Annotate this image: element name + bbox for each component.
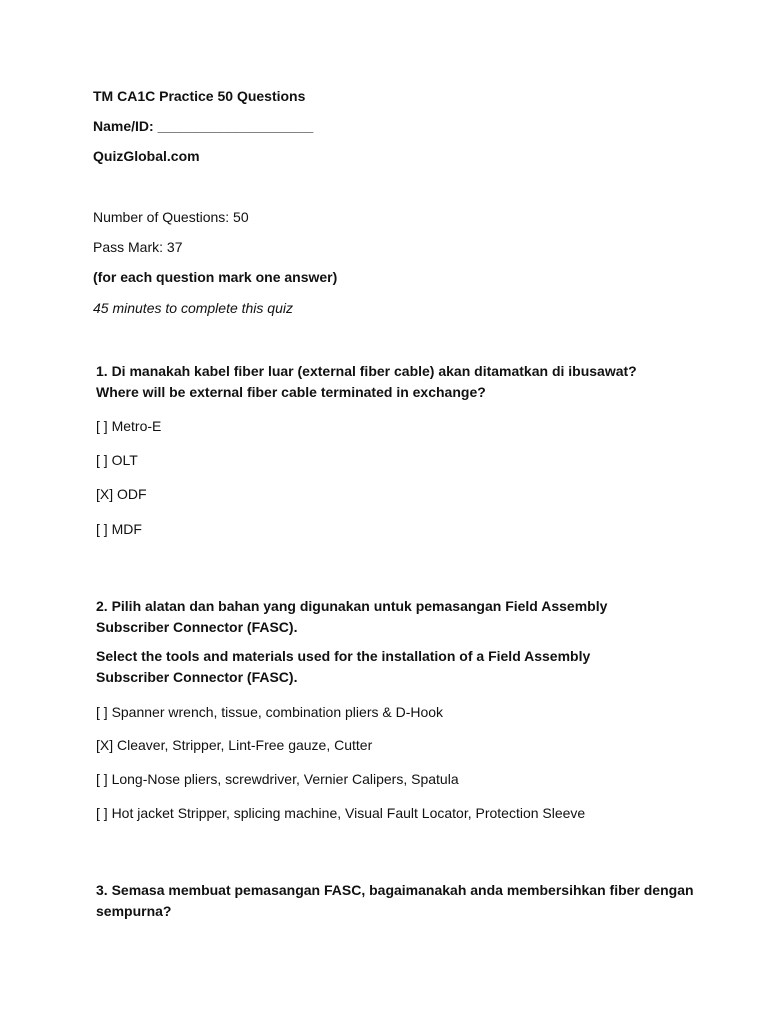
question-1-text-en: Where will be external fiber cable terminated in exchange? [96,384,486,400]
option-label: MDF [111,521,142,537]
checkbox-mark: [ ] [96,521,108,537]
checkbox-mark: [ ] [96,418,108,434]
question-1-text-ms: 1. Di manakah kabel fiber luar (external fiber cable) akan ditamatkan di ibusawat? [96,363,637,379]
question-2-option-1[interactable] [96,702,443,722]
site-name: QuizGlobal.com [93,148,200,164]
question-2-option-2[interactable] [96,735,372,755]
checkbox-mark: [ ] [96,704,108,720]
question-1-option-3[interactable] [96,484,147,504]
option-label: OLT [111,452,138,468]
question-1-option-2[interactable] [96,450,138,470]
checkbox-mark: [ ] [96,771,108,787]
question-2-option-4[interactable] [96,803,585,823]
checkbox-mark: [ ] [96,452,108,468]
question-2-text-en: Select the tools and materials used for the installation of a Field Assembly Subscriber Connector (FASC). [96,648,591,685]
number-of-questions: Number of Questions: 50 [93,209,249,225]
checkbox-mark: [X] [96,737,114,753]
question-2-option-3[interactable] [96,769,459,789]
option-label: Metro-E [111,418,162,434]
option-label: Spanner wrench, tissue, combination pliers & D-Hook [111,704,444,720]
checkbox-mark: [ ] [96,805,108,821]
question-1-option-4[interactable] [96,519,142,539]
pass-mark: Pass Mark: 37 [93,239,183,255]
question-2-text-ms: 2. Pilih alatan dan bahan yang digunakan untuk pemasangan Field Assembly Subscriber Connector (FASC). [96,598,608,635]
question-3-text-ms: 3. Semasa membuat pemasangan FASC, bagaimanakah anda membersihkan fiber dengan sempurna? [96,882,694,919]
option-label: Long-Nose pliers, screwdriver, Vernier Calipers, Spatula [111,771,459,787]
option-label: ODF [117,486,147,502]
name-id-field: Name/ID: ____________________ [93,118,314,134]
option-label: Hot jacket Stripper, splicing machine, Visual Fault Locator, Protection Sleeve [111,805,586,821]
time-limit: 45 minutes to complete this quiz [93,300,293,316]
document-title: TM CA1C Practice 50 Questions [93,88,306,104]
question-1-option-1[interactable] [96,416,161,436]
checkbox-mark: [X] [96,486,114,502]
instruction-text: (for each question mark one answer) [93,269,338,285]
option-label: Cleaver, Stripper, Lint-Free gauze, Cutter [117,737,373,753]
